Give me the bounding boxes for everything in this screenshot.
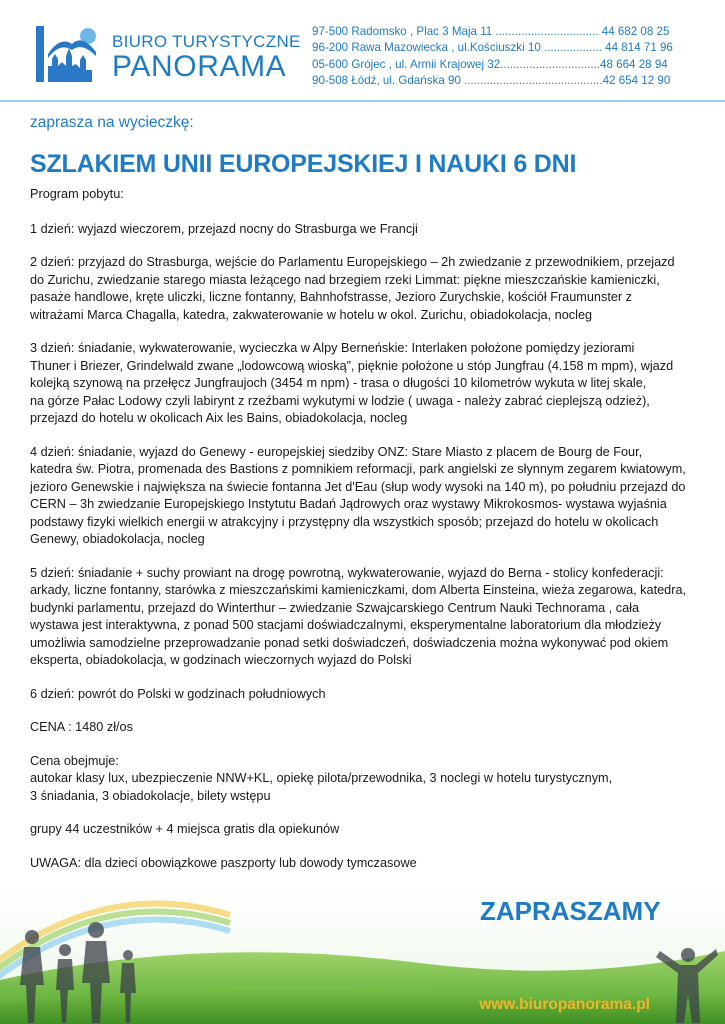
- price: CENA : 1480 zł/os: [30, 720, 133, 734]
- header-divider: [0, 100, 725, 102]
- trip-title: SZLAKIEM UNII EUROPEJSKIEJ I NAUKI 6 DNI: [30, 150, 577, 178]
- office-contact-line: 90-508 Łódź, ul. Gdańska 90 ...........................................42 654 12 90: [312, 73, 671, 87]
- day-5-description: 5 dzień: śniadanie + suchy prowiant na drogę powrotną, wykwaterowanie, wyjazd do Berna - stolicy konfederacji: arkady, liczne fontanny, starówka z mieszczańskimi kamieniczkami, dom Alberta Einsteina, wieża zegarowa, katedra, budynki parlamentu, przejazd do Winterthur – zwiedzanie Szwajcarskiego Centrum Nauki Technorama , cała wystawa jest interaktywna, z ponad 500 stacjami doświadczalnymi, eksperymentalne laboratorium dla młodzieży umożliwia samodzielne przeprowadzanie ponad setki doświadczeń, doświadczenia można wykonywać pod okiem eksperta, obiadokolacja, w godzinach wieczornych wyjazd do Polski: [30, 565, 687, 667]
- office-contact-list: [312, 24, 687, 89]
- trip-program: [30, 186, 715, 888]
- day-4-description: 4 dzień: śniadanie, wyjazd do Genewy - europejskiej siedziby ONZ: Stare Miasto z placem de Bourg de Four, katedra św. Piotra, promenada des Bastions z pomnikiem reformacji, park angielski ze słynnym zegarem kwiatowym, jezioro Genewskie i największa na świecie fontanna Jet d'Eau (słup wody wysoki na 140 m), po południu przejazd do CERN – 3h zwiedzanie Europejskiego Instytutu Badań Jądrowych oraz wystawy Mikrokosmos- wystawa wyjaśnia podstawy fizyki wielkich energii w atrakcyjny i przystępny dla wszystkich sposób; przejazd do hotelu w okolicach Genewy, obiadokolacja, nocleg: [30, 444, 686, 546]
- office-contact-line: 97-500 Radomsko , Plac 3 Maja 11 ................................ 44 682 08 25: [312, 25, 670, 38]
- program-heading: Program pobytu:: [30, 187, 124, 201]
- call-to-action: ZAPRASZAMY: [480, 896, 661, 926]
- day-6-description: 6 dzień: powrót do Polski w godzinach południowych: [30, 686, 326, 701]
- website-link[interactable]: www.biuropanorama.pl: [479, 996, 650, 1013]
- warning-note: UWAGA: dla dzieci obowiązkowe paszporty lub dowody tymczasowe: [30, 855, 417, 870]
- day-2-description: 2 dzień: przyjazd do Strasburga, wejście do Parlamentu Europejskiego – 2h zwiedzanie z przewodnikiem, przejazd do Zurichu, zwiedzanie starego miasta leżącego nad brzegiem rzeki Limmat: piękne mieszczańskie kamieniczki, pasaże handlowe, kręte uliczki, liczne fontanny, Bahnhofstrasse, Jezioro Zurychskie, kościół Fraumunster z witrażami Marca Chagalla, katedra, zakwaterowanie w hotelu w okol. Zurichu, obiadokolacja, nocleg: [30, 255, 675, 322]
- invitation-text: zaprasza na wycieczkę:: [30, 114, 194, 131]
- office-contact-line: 96-200 Rawa Mazowiecka , ul.Kościuszki 10 .................. 44 814 71 96: [312, 41, 673, 55]
- brand-subtitle: BIURO TURYSTYCZNE: [112, 32, 301, 51]
- brand-name: PANORAMA: [112, 50, 287, 83]
- day-3-description: 3 dzień: śniadanie, wykwaterowanie, wycieczka w Alpy Berneńskie: Interlaken położone pomiędzy jeziorami Thuner i Briezer, Grindelwald zwane „lodowcową wioską”, pięknie położone u stóp Jungfrau (4.158 m mpm), wjazd kolejką szynową na przełęcz Jungfraujoch (3454 m npm) - trasa o długości 10 kilometrów wykuta w litej skale, na górze Pałac Lodowy czyli labirynt z rzeźbami wykutymi w lodzie ( uwaga - należy zabrać cieplejszą odzież), przejazd do hotelu w okolicach Aix les Bains, obiadokolacja, nocleg: [30, 341, 674, 425]
- day-1-description: 1 dzień: wyjazd wieczorem, przejazd nocny do Strasburga we Francji: [30, 221, 418, 236]
- group-size: grupy 44 uczestników + 4 miejsca gratis dla opiekunów: [30, 822, 340, 836]
- office-contact-line: 05-600 Grójec , ul. Armii Krajowej 32...............................48 664 28 94: [312, 57, 668, 71]
- price-includes: Cena obejmuje: autokar klasy lux, ubezpieczenie NNW+KL, opiekę pilota/przewodnika, 3 noclegi w hotelu turystycznym, 3 śniadania, 3 obiadokolacje, bilety wstępu: [30, 753, 613, 803]
- panorama-logo: [36, 26, 98, 84]
